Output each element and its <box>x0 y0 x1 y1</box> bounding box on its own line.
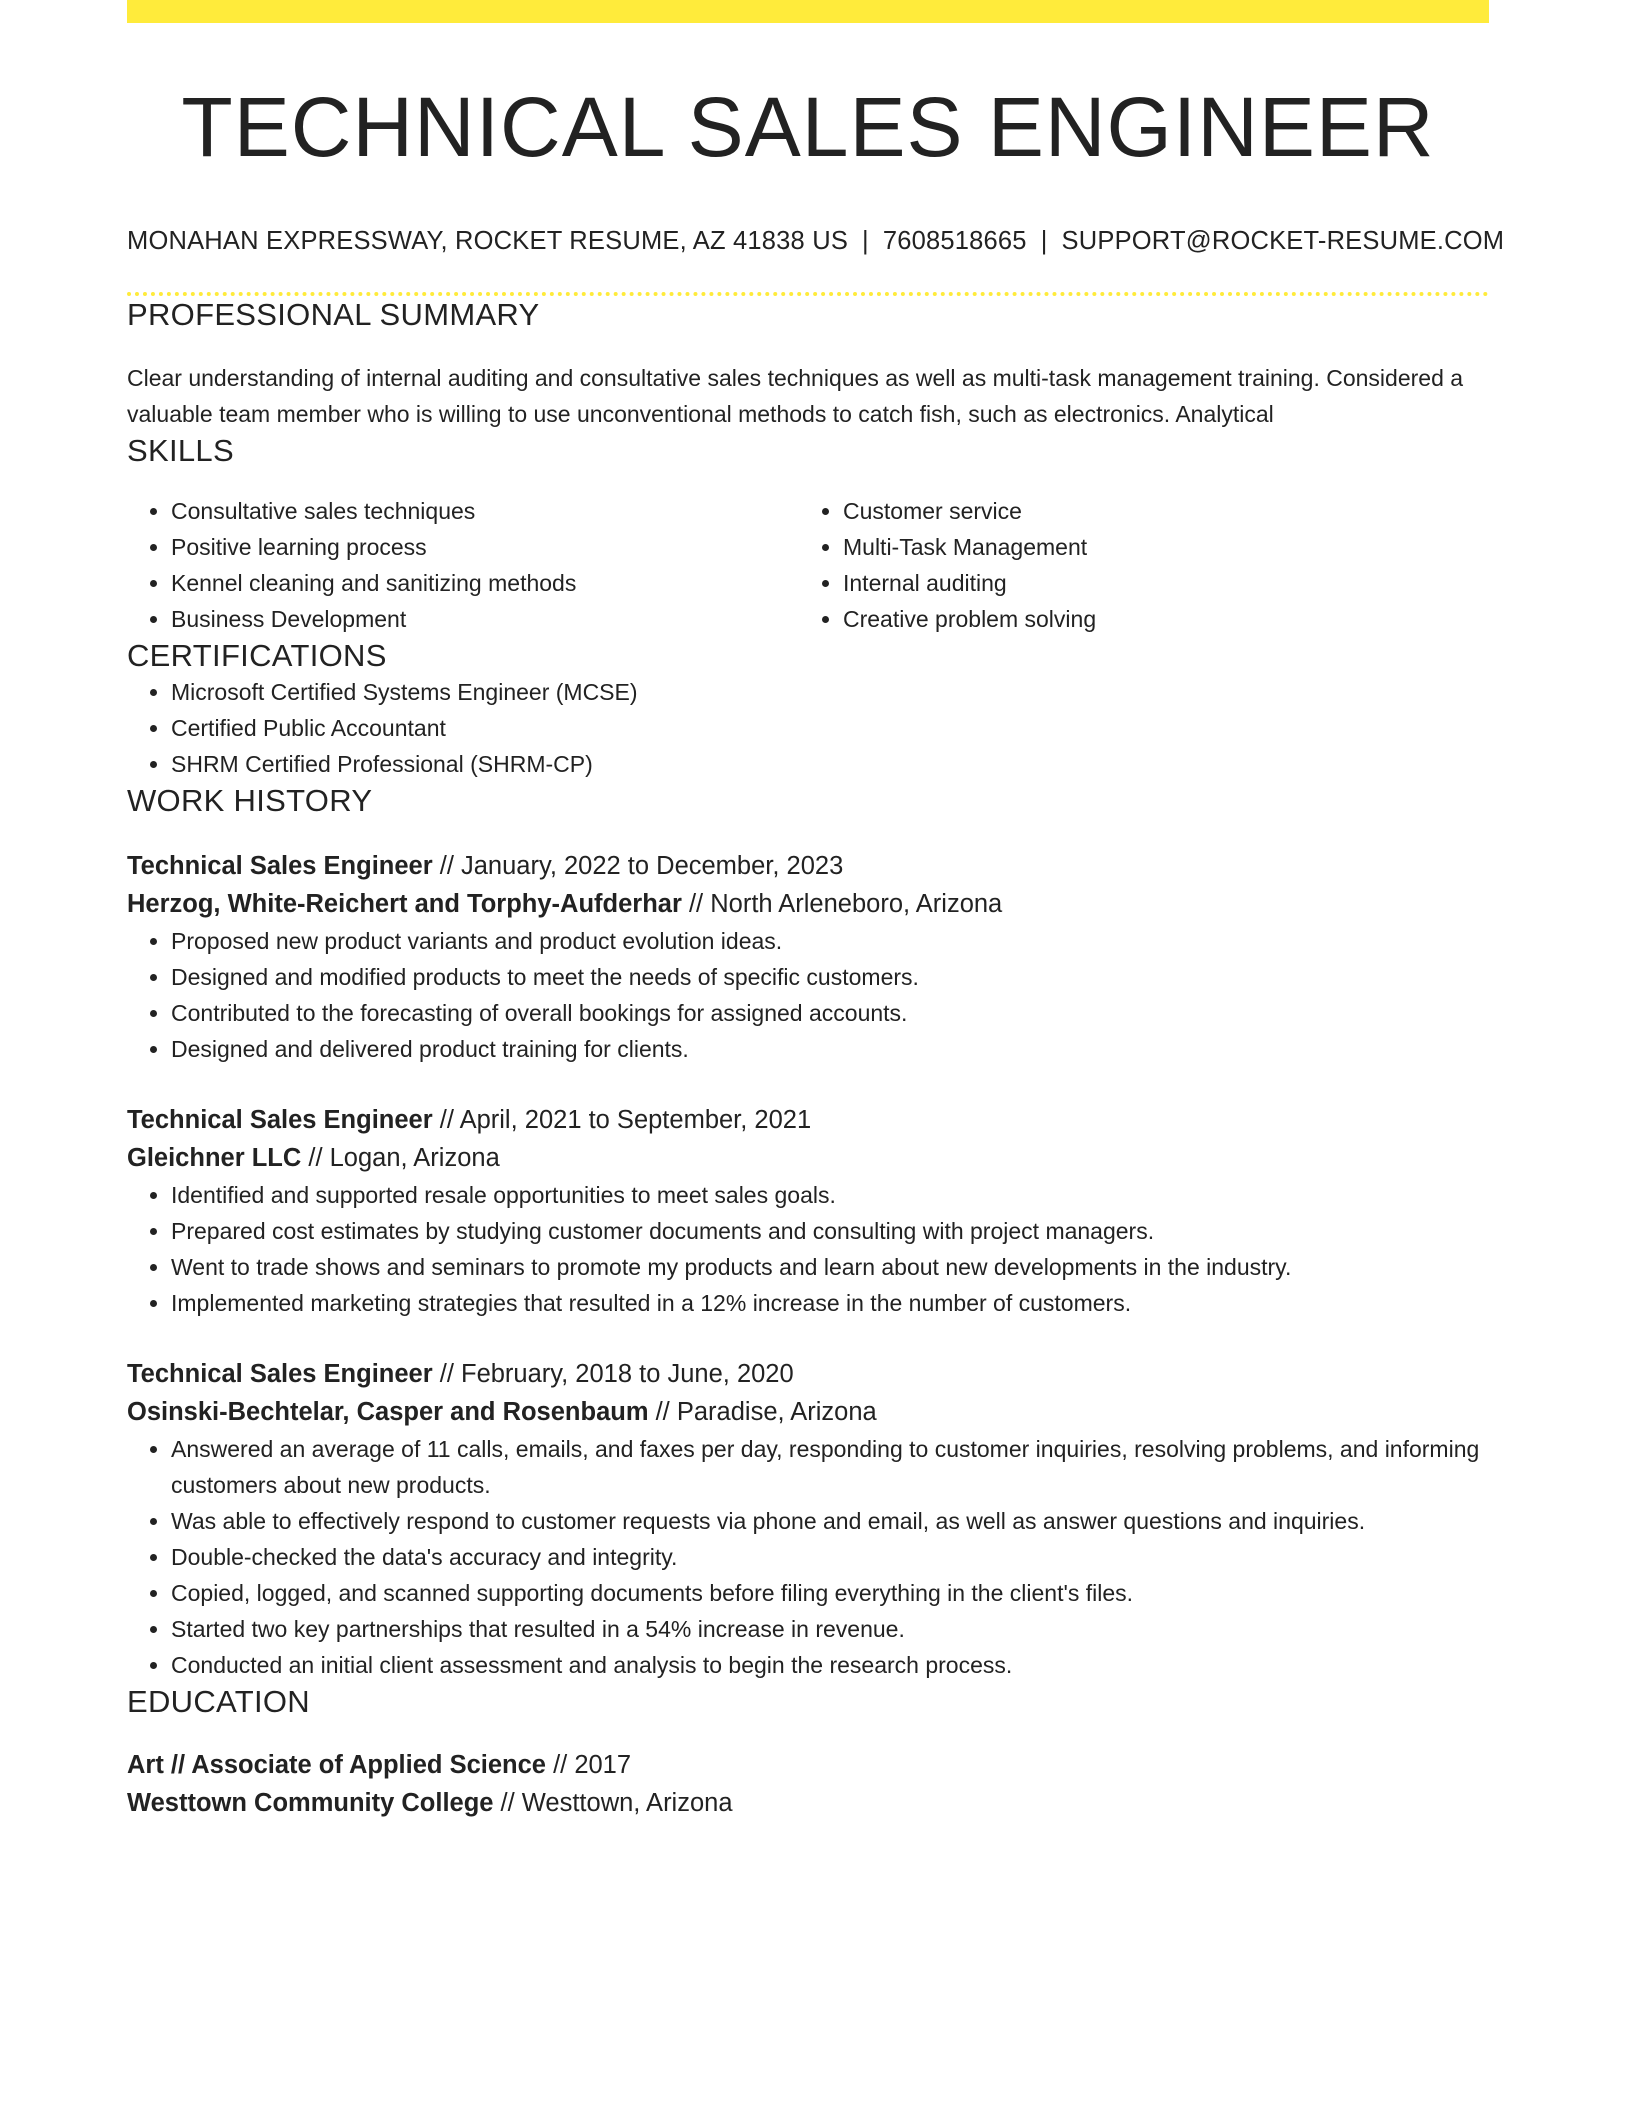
certification-item: • SHRM Certified Professional (SHRM-CP) <box>171 746 1489 782</box>
job-bullet: • Conducted an initial client assessment and analysis to begin the research process. <box>171 1647 1489 1683</box>
job-company-line <box>127 1393 1489 1431</box>
summary-heading: PROFESSIONAL SUMMARY <box>127 297 540 333</box>
job-location: // North Arleneboro, Arizona <box>681 890 1003 919</box>
job-company: Gleichner LLC <box>127 1144 302 1173</box>
skill-item: • Creative problem solving <box>843 601 1471 637</box>
skills-heading: SKILLS <box>127 432 234 468</box>
job-bullets <box>127 1177 1489 1321</box>
education-degree: Art // Associate of Applied Science <box>127 1751 546 1780</box>
contact-separator: | <box>1040 227 1048 256</box>
certification-item: • Certified Public Accountant <box>171 710 1489 746</box>
job-title: Technical Sales Engineer <box>127 1360 433 1389</box>
skill-item: • Positive learning process <box>171 529 799 565</box>
job-bullet: • Prepared cost estimates by studying customer documents and consulting with project managers. <box>171 1213 1489 1249</box>
resume-page <box>127 0 1505 1822</box>
certifications-list <box>127 674 1489 782</box>
job-title-line <box>127 847 1489 885</box>
job-bullet: • Double-checked the data's accuracy and integrity. <box>171 1539 1489 1575</box>
certification-item: • Microsoft Certified Systems Engineer (MCSE) <box>171 674 1489 710</box>
skill-item: • Kennel cleaning and sanitizing methods <box>171 565 799 601</box>
job-title-line <box>127 1101 1489 1139</box>
job-bullets <box>127 923 1489 1067</box>
job-location: // Paradise, Arizona <box>648 1398 877 1427</box>
job-company: Osinski-Bechtelar, Casper and Rosenbaum <box>127 1398 649 1427</box>
job-dates: // April, 2021 to September, 2021 <box>432 1106 812 1135</box>
education-location: // Westtown, Arizona <box>493 1789 733 1818</box>
certifications-heading: CERTIFICATIONS <box>127 637 387 673</box>
job-bullet: • Proposed new product variants and product evolution ideas. <box>171 923 1489 959</box>
contact-phone: 7608518665 <box>882 227 1027 256</box>
work-history-heading: WORK HISTORY <box>127 782 373 818</box>
skills-list-right <box>799 493 1471 637</box>
contact-email: SUPPORT@ROCKET-RESUME.COM <box>1061 227 1505 256</box>
education-year: // 2017 <box>545 1751 632 1780</box>
education-school-line <box>127 1784 1489 1822</box>
contact-separator: | <box>862 227 869 256</box>
contact-address: MONAHAN EXPRESSWAY, ROCKET RESUME, AZ 41838 US <box>127 227 849 256</box>
contact-line <box>127 227 1505 256</box>
job-dates: // January, 2022 to December, 2023 <box>432 852 844 881</box>
job-bullet: • Contributed to the forecasting of overall bookings for assigned accounts. <box>171 995 1489 1031</box>
job-title: Technical Sales Engineer <box>127 1106 433 1135</box>
job-bullet: • Was able to effectively respond to customer requests via phone and email, as well as answer questions and inquiries. <box>171 1503 1489 1539</box>
education-heading: EDUCATION <box>127 1684 310 1720</box>
job-bullet: • Implemented marketing strategies that resulted in a 12% increase in the number of customers. <box>171 1285 1489 1321</box>
summary-text: Clear understanding of internal auditing and consultative sales techniques as well as multi-task management training. Considered a valuable team member who is willing to use unconventional methods to catch fish, such as electronics. Analytical <box>127 364 1464 427</box>
job-bullet: • Went to trade shows and seminars to promote my products and learn about new developments in the industry. <box>171 1249 1489 1285</box>
job-company-line <box>127 885 1489 923</box>
job-entry <box>127 847 1489 1067</box>
job-bullet: • Copied, logged, and scanned supporting documents before filing everything in the client's files. <box>171 1575 1489 1611</box>
job-company-line <box>127 1139 1489 1177</box>
education-degree-line <box>127 1746 1489 1784</box>
job-company: Herzog, White-Reichert and Torphy-Aufderhar <box>127 890 682 919</box>
job-bullet: • Started two key partnerships that resulted in a 54% increase in revenue. <box>171 1611 1489 1647</box>
skill-item: • Consultative sales techniques <box>171 493 799 529</box>
resume-title: TECHNICAL SALES ENGINEER <box>181 80 1435 174</box>
job-bullet: • Identified and supported resale opportunities to meet sales goals. <box>171 1177 1489 1213</box>
job-location: // Logan, Arizona <box>301 1144 500 1173</box>
skill-item: • Business Development <box>171 601 799 637</box>
skill-item: • Customer service <box>843 493 1471 529</box>
job-bullet: • Designed and delivered product training for clients. <box>171 1031 1489 1067</box>
job-entry <box>127 1101 1489 1321</box>
skills-list-left <box>127 493 799 637</box>
skill-item: • Internal auditing <box>843 565 1471 601</box>
job-dates: // February, 2018 to June, 2020 <box>432 1360 794 1389</box>
job-bullets <box>127 1431 1489 1683</box>
accent-top-bar <box>127 0 1489 23</box>
job-bullet: • Answered an average of 11 calls, emails, and faxes per day, responding to customer inquiries, resolving problems, and informing customers about new products. <box>171 1431 1489 1503</box>
job-bullet: • Designed and modified products to meet the needs of specific customers. <box>171 959 1489 995</box>
education-school: Westtown Community College <box>127 1789 494 1818</box>
skills-columns <box>127 493 1489 637</box>
job-title-line <box>127 1355 1489 1393</box>
skill-item: • Multi-Task Management <box>843 529 1471 565</box>
job-entry <box>127 1355 1489 1683</box>
job-title: Technical Sales Engineer <box>127 852 433 881</box>
